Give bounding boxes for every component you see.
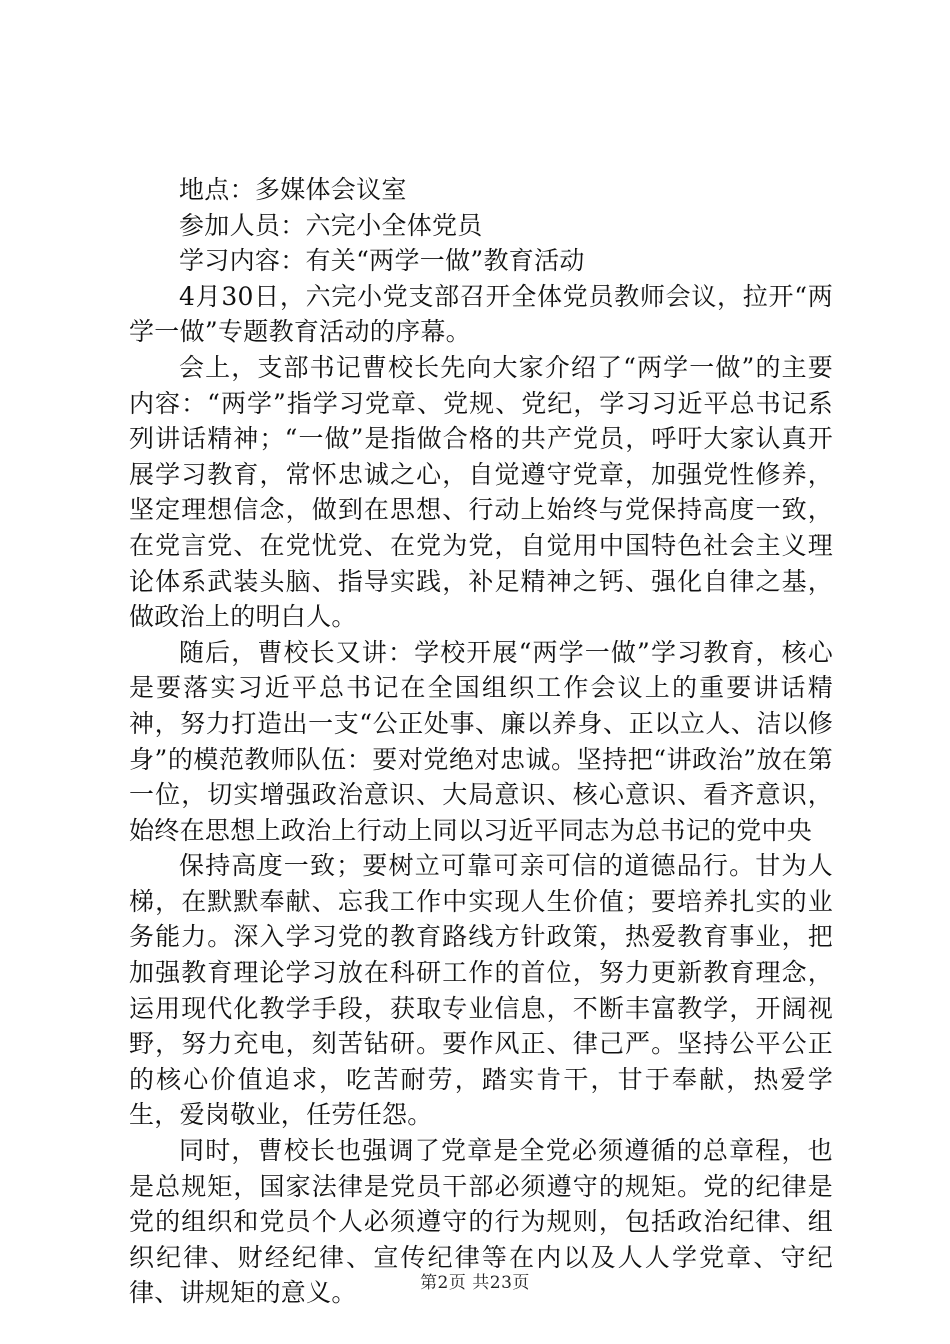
paragraph-speech-continued: 保持高度一致；要树立可靠可亲可信的道德品行。甘为人梯，在默默奉献、忘我工作中实现人生价值；要培养扎实的业务能力。深入学习党的教育路线方针政策，热爱教育事业，把加强教育理论学习放在科研工作的首位，努力更新教育理念，运用现代化教学手段，获取专业信息，不断丰富教学，开阔视野，努力充电，刻苦钻研。要作风正、律己严。坚持公平公正的核心价值追求，吃苦耐劳，踏实肯干，甘于奉献，热爱学生，爱岗敬业，任劳任怨。 bbox=[129, 851, 833, 1130]
paragraph-meeting-opening: 4月30日，六完小党支部召开全体党员教师会议，拉开“两学一做”专题教育活动的序幕。 bbox=[129, 281, 833, 347]
paragraph-meeting-introduction: 会上，支部书记曹校长先向大家介绍了“两学一做”的主要内容：“两学”指学习党章、党规、党纪，学习习近平总书记系列讲话精神；“一做”是指做合格的共产党员，呼吁大家认真开展学习教育，常怀忠诚之心，自觉遵守党章，加强党性修养，坚定理想信念，做到在思想、行动上始终与党保持高度一致，在党言党、在党忧党、在党为党，自觉用中国特色社会主义理论体系武装头脑、指导实践，补足精神之钙、强化自律之基，做政治上的明白人。 bbox=[129, 352, 833, 632]
paragraph-party-rules: 同时，曹校长也强调了党章是全党必须遵循的总章程，也是总规矩，国家法律是党员干部必须遵守的规矩。党的纪律是党的组织和党员个人必须遵守的行为规则，包括政治纪律、组织纪律、财经纪律、宣传纪律等在内以及人人学党章、守纪律、讲规矩的意义。 bbox=[129, 1136, 833, 1308]
paragraph-participants: 参加人员：六完小全体党员 bbox=[179, 210, 483, 240]
paragraph-principal-speech: 随后，曹校长又讲：学校开展“两学一做”学习教育，核心是要落实习近平总书记在全国组织工作会议上的重要讲话精神，努力打造出一支“公正处事、廉以养身、正以立人、洁以修身”的模范教师队伍：要对党绝对忠诚。坚持把“讲政治”放在第一位，切实增强政治意识、大局意识、核心意识、看齐意识，始终在思想上政治上行动上同以习近平同志为总书记的党中央 bbox=[129, 637, 833, 845]
page-number-footer: 第2页 共23页 bbox=[420, 1273, 530, 1293]
paragraph-study-content: 学习内容：有关“两学一做”教育活动 bbox=[179, 246, 585, 276]
paragraph-location: 地点：多媒体会议室 bbox=[179, 175, 407, 204]
document-body bbox=[129, 172, 833, 1311]
